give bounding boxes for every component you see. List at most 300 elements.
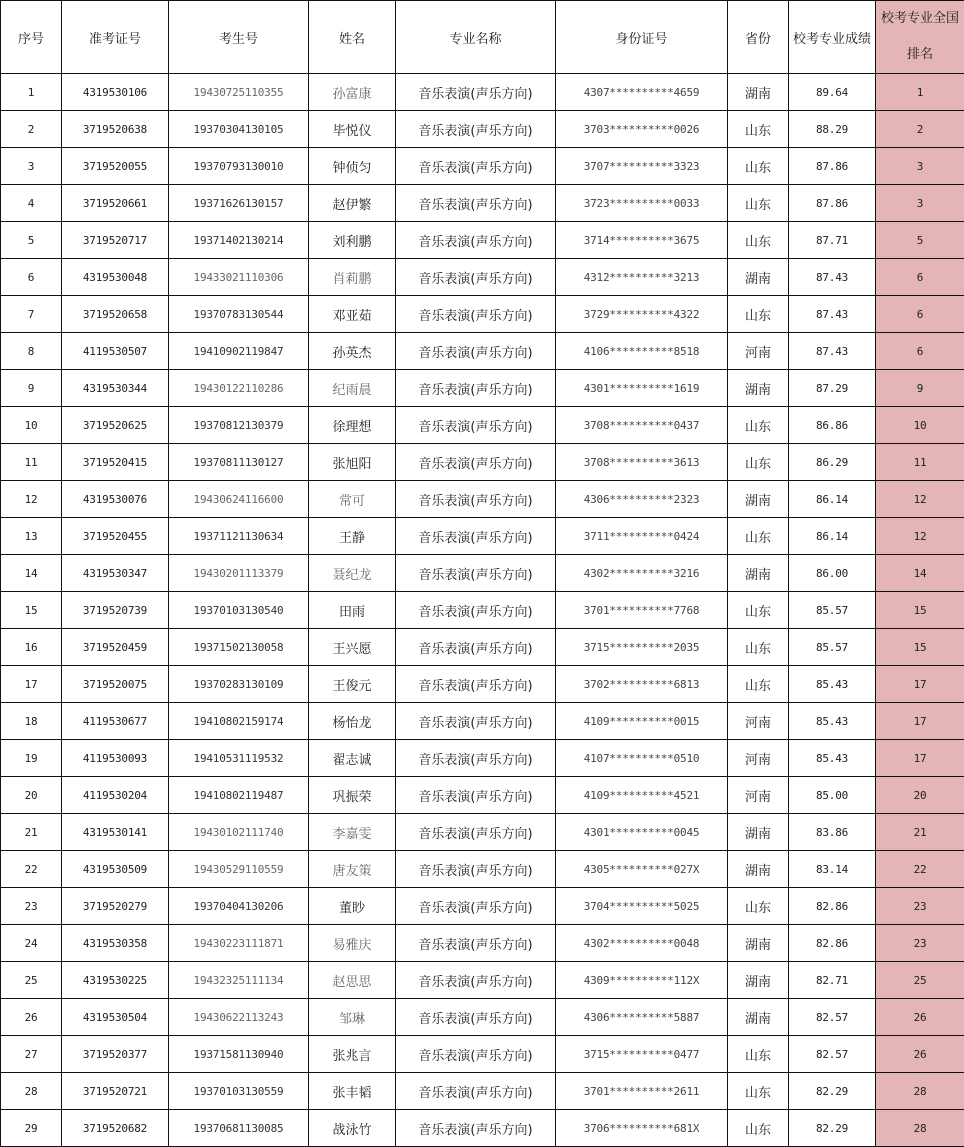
cell-major: 音乐表演(声乐方向) [396, 962, 556, 999]
cell-major: 音乐表演(声乐方向) [396, 703, 556, 740]
cell-rank: 1 [876, 74, 964, 111]
header-score: 校考专业成绩 [789, 1, 876, 74]
cell-admission-no: 4119530507 [62, 333, 169, 370]
cell-admission-no: 4119530204 [62, 777, 169, 814]
cell-score: 82.29 [789, 1110, 876, 1147]
cell-candidate-no: 19370304130105 [169, 111, 309, 148]
cell-candidate-no: 19370103130559 [169, 1073, 309, 1110]
cell-seq: 22 [1, 851, 62, 888]
cell-province: 湖南 [728, 370, 789, 407]
cell-province: 湖南 [728, 999, 789, 1036]
cell-rank: 22 [876, 851, 964, 888]
table-row [1, 185, 964, 222]
cell-major: 音乐表演(声乐方向) [396, 481, 556, 518]
table-row [1, 740, 964, 777]
cell-id-card: 3703**********0026 [556, 111, 728, 148]
cell-province: 湖南 [728, 74, 789, 111]
cell-id-card: 4306**********5887 [556, 999, 728, 1036]
cell-score: 87.71 [789, 222, 876, 259]
cell-seq: 6 [1, 259, 62, 296]
table-row [1, 629, 964, 666]
cell-province: 山东 [728, 888, 789, 925]
cell-candidate-no: 19370793130010 [169, 148, 309, 185]
cell-name: 张旭阳 [309, 444, 396, 481]
table-row [1, 925, 964, 962]
cell-candidate-no: 19410802119487 [169, 777, 309, 814]
cell-candidate-no: 19371121130634 [169, 518, 309, 555]
cell-major: 音乐表演(声乐方向) [396, 1073, 556, 1110]
cell-id-card: 4302**********0048 [556, 925, 728, 962]
cell-seq: 17 [1, 666, 62, 703]
cell-name: 邹琳 [309, 999, 396, 1036]
cell-seq: 25 [1, 962, 62, 999]
cell-major: 音乐表演(声乐方向) [396, 740, 556, 777]
cell-rank: 12 [876, 518, 964, 555]
cell-score: 82.29 [789, 1073, 876, 1110]
cell-id-card: 3701**********2611 [556, 1073, 728, 1110]
cell-id-card: 3708**********0437 [556, 407, 728, 444]
cell-province: 山东 [728, 111, 789, 148]
cell-seq: 29 [1, 1110, 62, 1147]
cell-major: 音乐表演(声乐方向) [396, 555, 556, 592]
cell-name: 李嘉雯 [309, 814, 396, 851]
table-row [1, 111, 964, 148]
cell-seq: 4 [1, 185, 62, 222]
cell-id-card: 3711**********0424 [556, 518, 728, 555]
cell-name: 田雨 [309, 592, 396, 629]
header-province: 省份 [728, 1, 789, 74]
cell-candidate-no: 19433021110306 [169, 259, 309, 296]
cell-admission-no: 4119530677 [62, 703, 169, 740]
cell-score: 82.71 [789, 962, 876, 999]
cell-seq: 5 [1, 222, 62, 259]
cell-candidate-no: 19430102111740 [169, 814, 309, 851]
table-row [1, 1073, 964, 1110]
cell-province: 湖南 [728, 851, 789, 888]
cell-admission-no: 3719520415 [62, 444, 169, 481]
cell-score: 85.00 [789, 777, 876, 814]
cell-rank: 3 [876, 148, 964, 185]
cell-admission-no: 3719520721 [62, 1073, 169, 1110]
cell-candidate-no: 19432325111134 [169, 962, 309, 999]
cell-name: 翟志诚 [309, 740, 396, 777]
cell-province: 山东 [728, 518, 789, 555]
cell-candidate-no: 19410531119532 [169, 740, 309, 777]
cell-name: 毕悦仪 [309, 111, 396, 148]
cell-admission-no: 3719520638 [62, 111, 169, 148]
cell-province: 河南 [728, 703, 789, 740]
cell-admission-no: 3719520459 [62, 629, 169, 666]
cell-rank: 14 [876, 555, 964, 592]
cell-admission-no: 3719520682 [62, 1110, 169, 1147]
cell-major: 音乐表演(声乐方向) [396, 74, 556, 111]
cell-admission-no: 4319530048 [62, 259, 169, 296]
cell-rank: 9 [876, 370, 964, 407]
cell-province: 山东 [728, 629, 789, 666]
cell-rank: 28 [876, 1073, 964, 1110]
cell-score: 85.43 [789, 666, 876, 703]
cell-id-card: 3708**********3613 [556, 444, 728, 481]
table-row [1, 888, 964, 925]
cell-name: 唐友策 [309, 851, 396, 888]
table-row [1, 592, 964, 629]
cell-score: 86.29 [789, 444, 876, 481]
cell-name: 易雅庆 [309, 925, 396, 962]
table-row [1, 962, 964, 999]
cell-score: 82.57 [789, 1036, 876, 1073]
cell-rank: 15 [876, 592, 964, 629]
table-row [1, 444, 964, 481]
cell-seq: 12 [1, 481, 62, 518]
cell-score: 82.57 [789, 999, 876, 1036]
cell-candidate-no: 19430622113243 [169, 999, 309, 1036]
cell-name: 孙富康 [309, 74, 396, 111]
cell-rank: 26 [876, 1036, 964, 1073]
cell-province: 河南 [728, 777, 789, 814]
cell-seq: 21 [1, 814, 62, 851]
cell-score: 89.64 [789, 74, 876, 111]
cell-major: 音乐表演(声乐方向) [396, 407, 556, 444]
table-row [1, 407, 964, 444]
cell-admission-no: 3719520455 [62, 518, 169, 555]
cell-candidate-no: 19370811130127 [169, 444, 309, 481]
header-rank-line2: 排名 [907, 47, 933, 62]
cell-candidate-no: 19430122110286 [169, 370, 309, 407]
cell-rank: 3 [876, 185, 964, 222]
cell-score: 85.43 [789, 703, 876, 740]
header-admission-no: 准考证号 [62, 1, 169, 74]
cell-admission-no: 4319530141 [62, 814, 169, 851]
cell-score: 87.29 [789, 370, 876, 407]
table-row [1, 370, 964, 407]
cell-candidate-no: 19370812130379 [169, 407, 309, 444]
cell-score: 83.14 [789, 851, 876, 888]
cell-id-card: 3715**********0477 [556, 1036, 728, 1073]
cell-name: 张兆言 [309, 1036, 396, 1073]
cell-province: 湖南 [728, 814, 789, 851]
cell-score: 86.14 [789, 481, 876, 518]
cell-rank: 11 [876, 444, 964, 481]
cell-id-card: 4312**********3213 [556, 259, 728, 296]
cell-candidate-no: 19430529110559 [169, 851, 309, 888]
cell-major: 音乐表演(声乐方向) [396, 851, 556, 888]
cell-rank: 28 [876, 1110, 964, 1147]
cell-id-card: 4109**********0015 [556, 703, 728, 740]
cell-major: 音乐表演(声乐方向) [396, 333, 556, 370]
cell-candidate-no: 19410902119847 [169, 333, 309, 370]
cell-rank: 23 [876, 925, 964, 962]
cell-rank: 2 [876, 111, 964, 148]
cell-name: 王俊元 [309, 666, 396, 703]
cell-name: 钟侦匀 [309, 148, 396, 185]
cell-name: 杨怡龙 [309, 703, 396, 740]
cell-seq: 27 [1, 1036, 62, 1073]
table-row [1, 703, 964, 740]
cell-seq: 11 [1, 444, 62, 481]
cell-name: 孙英杰 [309, 333, 396, 370]
cell-province: 山东 [728, 185, 789, 222]
cell-seq: 15 [1, 592, 62, 629]
cell-id-card: 3715**********2035 [556, 629, 728, 666]
cell-name: 张丰韬 [309, 1073, 396, 1110]
cell-rank: 17 [876, 666, 964, 703]
cell-seq: 7 [1, 296, 62, 333]
cell-major: 音乐表演(声乐方向) [396, 999, 556, 1036]
cell-candidate-no: 19430201113379 [169, 555, 309, 592]
cell-seq: 10 [1, 407, 62, 444]
cell-seq: 9 [1, 370, 62, 407]
cell-admission-no: 4319530509 [62, 851, 169, 888]
cell-score: 86.86 [789, 407, 876, 444]
table-row [1, 333, 964, 370]
cell-major: 音乐表演(声乐方向) [396, 222, 556, 259]
cell-id-card: 3723**********0033 [556, 185, 728, 222]
cell-id-card: 4306**********2323 [556, 481, 728, 518]
cell-candidate-no: 19370103130540 [169, 592, 309, 629]
cell-name: 董眇 [309, 888, 396, 925]
cell-candidate-no: 19430223111871 [169, 925, 309, 962]
table-row [1, 74, 964, 111]
header-candidate-no: 考生号 [169, 1, 309, 74]
cell-admission-no: 3719520377 [62, 1036, 169, 1073]
cell-rank: 20 [876, 777, 964, 814]
cell-score: 82.86 [789, 925, 876, 962]
cell-name: 刘利鹏 [309, 222, 396, 259]
cell-province: 湖南 [728, 481, 789, 518]
table-row [1, 481, 964, 518]
cell-candidate-no: 19370681130085 [169, 1110, 309, 1147]
header-id-card: 身份证号 [556, 1, 728, 74]
table-row [1, 259, 964, 296]
cell-id-card: 4305**********027X [556, 851, 728, 888]
cell-name: 赵伊繁 [309, 185, 396, 222]
cell-major: 音乐表演(声乐方向) [396, 148, 556, 185]
cell-id-card: 4106**********8518 [556, 333, 728, 370]
cell-name: 纪雨晨 [309, 370, 396, 407]
cell-admission-no: 3719520658 [62, 296, 169, 333]
cell-admission-no: 3719520661 [62, 185, 169, 222]
cell-admission-no: 3719520279 [62, 888, 169, 925]
cell-admission-no: 3719520625 [62, 407, 169, 444]
cell-candidate-no: 19370783130544 [169, 296, 309, 333]
cell-name: 赵思思 [309, 962, 396, 999]
cell-major: 音乐表演(声乐方向) [396, 518, 556, 555]
cell-rank: 17 [876, 703, 964, 740]
cell-rank: 10 [876, 407, 964, 444]
cell-province: 湖南 [728, 925, 789, 962]
cell-score: 87.43 [789, 333, 876, 370]
cell-province: 山东 [728, 592, 789, 629]
cell-id-card: 3704**********5025 [556, 888, 728, 925]
table-row [1, 222, 964, 259]
table-row [1, 851, 964, 888]
cell-major: 音乐表演(声乐方向) [396, 185, 556, 222]
table-row [1, 999, 964, 1036]
cell-score: 88.29 [789, 111, 876, 148]
header-seq: 序号 [1, 1, 62, 74]
cell-rank: 12 [876, 481, 964, 518]
cell-id-card: 3701**********7768 [556, 592, 728, 629]
cell-major: 音乐表演(声乐方向) [396, 370, 556, 407]
cell-rank: 21 [876, 814, 964, 851]
table-row [1, 1110, 964, 1147]
cell-admission-no: 4319530076 [62, 481, 169, 518]
cell-candidate-no: 19371502130058 [169, 629, 309, 666]
cell-id-card: 3729**********4322 [556, 296, 728, 333]
cell-admission-no: 4319530106 [62, 74, 169, 111]
cell-province: 山东 [728, 1110, 789, 1147]
cell-rank: 15 [876, 629, 964, 666]
cell-candidate-no: 19370404130206 [169, 888, 309, 925]
cell-admission-no: 3719520717 [62, 222, 169, 259]
cell-admission-no: 4319530358 [62, 925, 169, 962]
cell-seq: 26 [1, 999, 62, 1036]
cell-candidate-no: 19430624116600 [169, 481, 309, 518]
cell-score: 82.86 [789, 888, 876, 925]
cell-score: 83.86 [789, 814, 876, 851]
cell-seq: 16 [1, 629, 62, 666]
cell-id-card: 4301**********0045 [556, 814, 728, 851]
table-row [1, 518, 964, 555]
table-row [1, 148, 964, 185]
cell-major: 音乐表演(声乐方向) [396, 1036, 556, 1073]
cell-name: 王静 [309, 518, 396, 555]
cell-major: 音乐表演(声乐方向) [396, 629, 556, 666]
cell-candidate-no: 19371626130157 [169, 185, 309, 222]
cell-id-card: 3714**********3675 [556, 222, 728, 259]
cell-major: 音乐表演(声乐方向) [396, 777, 556, 814]
header-rank [876, 1, 964, 74]
header-rank-line1: 校考专业全国 [881, 11, 959, 26]
cell-id-card: 3706**********681X [556, 1110, 728, 1147]
table-row [1, 814, 964, 851]
cell-admission-no: 3719520075 [62, 666, 169, 703]
table-row [1, 555, 964, 592]
cell-major: 音乐表演(声乐方向) [396, 592, 556, 629]
cell-province: 河南 [728, 740, 789, 777]
header-row [1, 1, 964, 74]
cell-province: 湖南 [728, 555, 789, 592]
cell-name: 王兴愿 [309, 629, 396, 666]
cell-seq: 18 [1, 703, 62, 740]
cell-major: 音乐表演(声乐方向) [396, 925, 556, 962]
table-row [1, 1036, 964, 1073]
cell-score: 86.14 [789, 518, 876, 555]
cell-seq: 28 [1, 1073, 62, 1110]
cell-admission-no: 4319530344 [62, 370, 169, 407]
cell-id-card: 4309**********112X [556, 962, 728, 999]
cell-major: 音乐表演(声乐方向) [396, 1110, 556, 1147]
cell-major: 音乐表演(声乐方向) [396, 444, 556, 481]
cell-rank: 6 [876, 259, 964, 296]
cell-rank: 6 [876, 296, 964, 333]
cell-score: 85.57 [789, 629, 876, 666]
cell-rank: 23 [876, 888, 964, 925]
cell-rank: 26 [876, 999, 964, 1036]
cell-seq: 13 [1, 518, 62, 555]
cell-candidate-no: 19371402130214 [169, 222, 309, 259]
cell-province: 山东 [728, 148, 789, 185]
cell-province: 山东 [728, 1073, 789, 1110]
cell-province: 山东 [728, 666, 789, 703]
cell-admission-no: 3719520739 [62, 592, 169, 629]
cell-province: 山东 [728, 296, 789, 333]
cell-id-card: 4301**********1619 [556, 370, 728, 407]
cell-province: 山东 [728, 222, 789, 259]
cell-id-card: 3707**********3323 [556, 148, 728, 185]
cell-rank: 6 [876, 333, 964, 370]
cell-admission-no: 4319530347 [62, 555, 169, 592]
cell-major: 音乐表演(声乐方向) [396, 888, 556, 925]
cell-name: 巩振荣 [309, 777, 396, 814]
cell-seq: 3 [1, 148, 62, 185]
table-row [1, 296, 964, 333]
cell-id-card: 4307**********4659 [556, 74, 728, 111]
cell-major: 音乐表演(声乐方向) [396, 111, 556, 148]
cell-province: 湖南 [728, 962, 789, 999]
cell-province: 山东 [728, 444, 789, 481]
cell-score: 87.43 [789, 259, 876, 296]
cell-seq: 19 [1, 740, 62, 777]
cell-admission-no: 4119530093 [62, 740, 169, 777]
cell-name: 战泳竹 [309, 1110, 396, 1147]
cell-candidate-no: 19371581130940 [169, 1036, 309, 1073]
header-name: 姓名 [309, 1, 396, 74]
cell-rank: 5 [876, 222, 964, 259]
cell-score: 85.57 [789, 592, 876, 629]
cell-score: 85.43 [789, 740, 876, 777]
cell-major: 音乐表演(声乐方向) [396, 296, 556, 333]
cell-name: 邓亚茹 [309, 296, 396, 333]
cell-name: 聂纪龙 [309, 555, 396, 592]
cell-rank: 17 [876, 740, 964, 777]
cell-major: 音乐表演(声乐方向) [396, 259, 556, 296]
cell-seq: 14 [1, 555, 62, 592]
cell-admission-no: 4319530504 [62, 999, 169, 1036]
table-row [1, 777, 964, 814]
cell-major: 音乐表演(声乐方向) [396, 666, 556, 703]
cell-candidate-no: 19370283130109 [169, 666, 309, 703]
cell-province: 山东 [728, 1036, 789, 1073]
table-body [1, 74, 964, 1147]
cell-seq: 20 [1, 777, 62, 814]
cell-seq: 8 [1, 333, 62, 370]
cell-id-card: 3702**********6813 [556, 666, 728, 703]
cell-seq: 1 [1, 74, 62, 111]
cell-admission-no: 3719520055 [62, 148, 169, 185]
table-row [1, 666, 964, 703]
cell-id-card: 4302**********3216 [556, 555, 728, 592]
cell-name: 肖莉鹏 [309, 259, 396, 296]
header-major: 专业名称 [396, 1, 556, 74]
cell-score: 87.43 [789, 296, 876, 333]
cell-candidate-no: 19430725110355 [169, 74, 309, 111]
cell-score: 87.86 [789, 185, 876, 222]
cell-seq: 24 [1, 925, 62, 962]
cell-seq: 2 [1, 111, 62, 148]
cell-candidate-no: 19410802159174 [169, 703, 309, 740]
cell-id-card: 4109**********4521 [556, 777, 728, 814]
cell-admission-no: 4319530225 [62, 962, 169, 999]
cell-major: 音乐表演(声乐方向) [396, 814, 556, 851]
cell-name: 常可 [309, 481, 396, 518]
cell-rank: 25 [876, 962, 964, 999]
cell-name: 徐理想 [309, 407, 396, 444]
cell-score: 86.00 [789, 555, 876, 592]
cell-id-card: 4107**********0510 [556, 740, 728, 777]
cell-seq: 23 [1, 888, 62, 925]
cell-province: 湖南 [728, 259, 789, 296]
